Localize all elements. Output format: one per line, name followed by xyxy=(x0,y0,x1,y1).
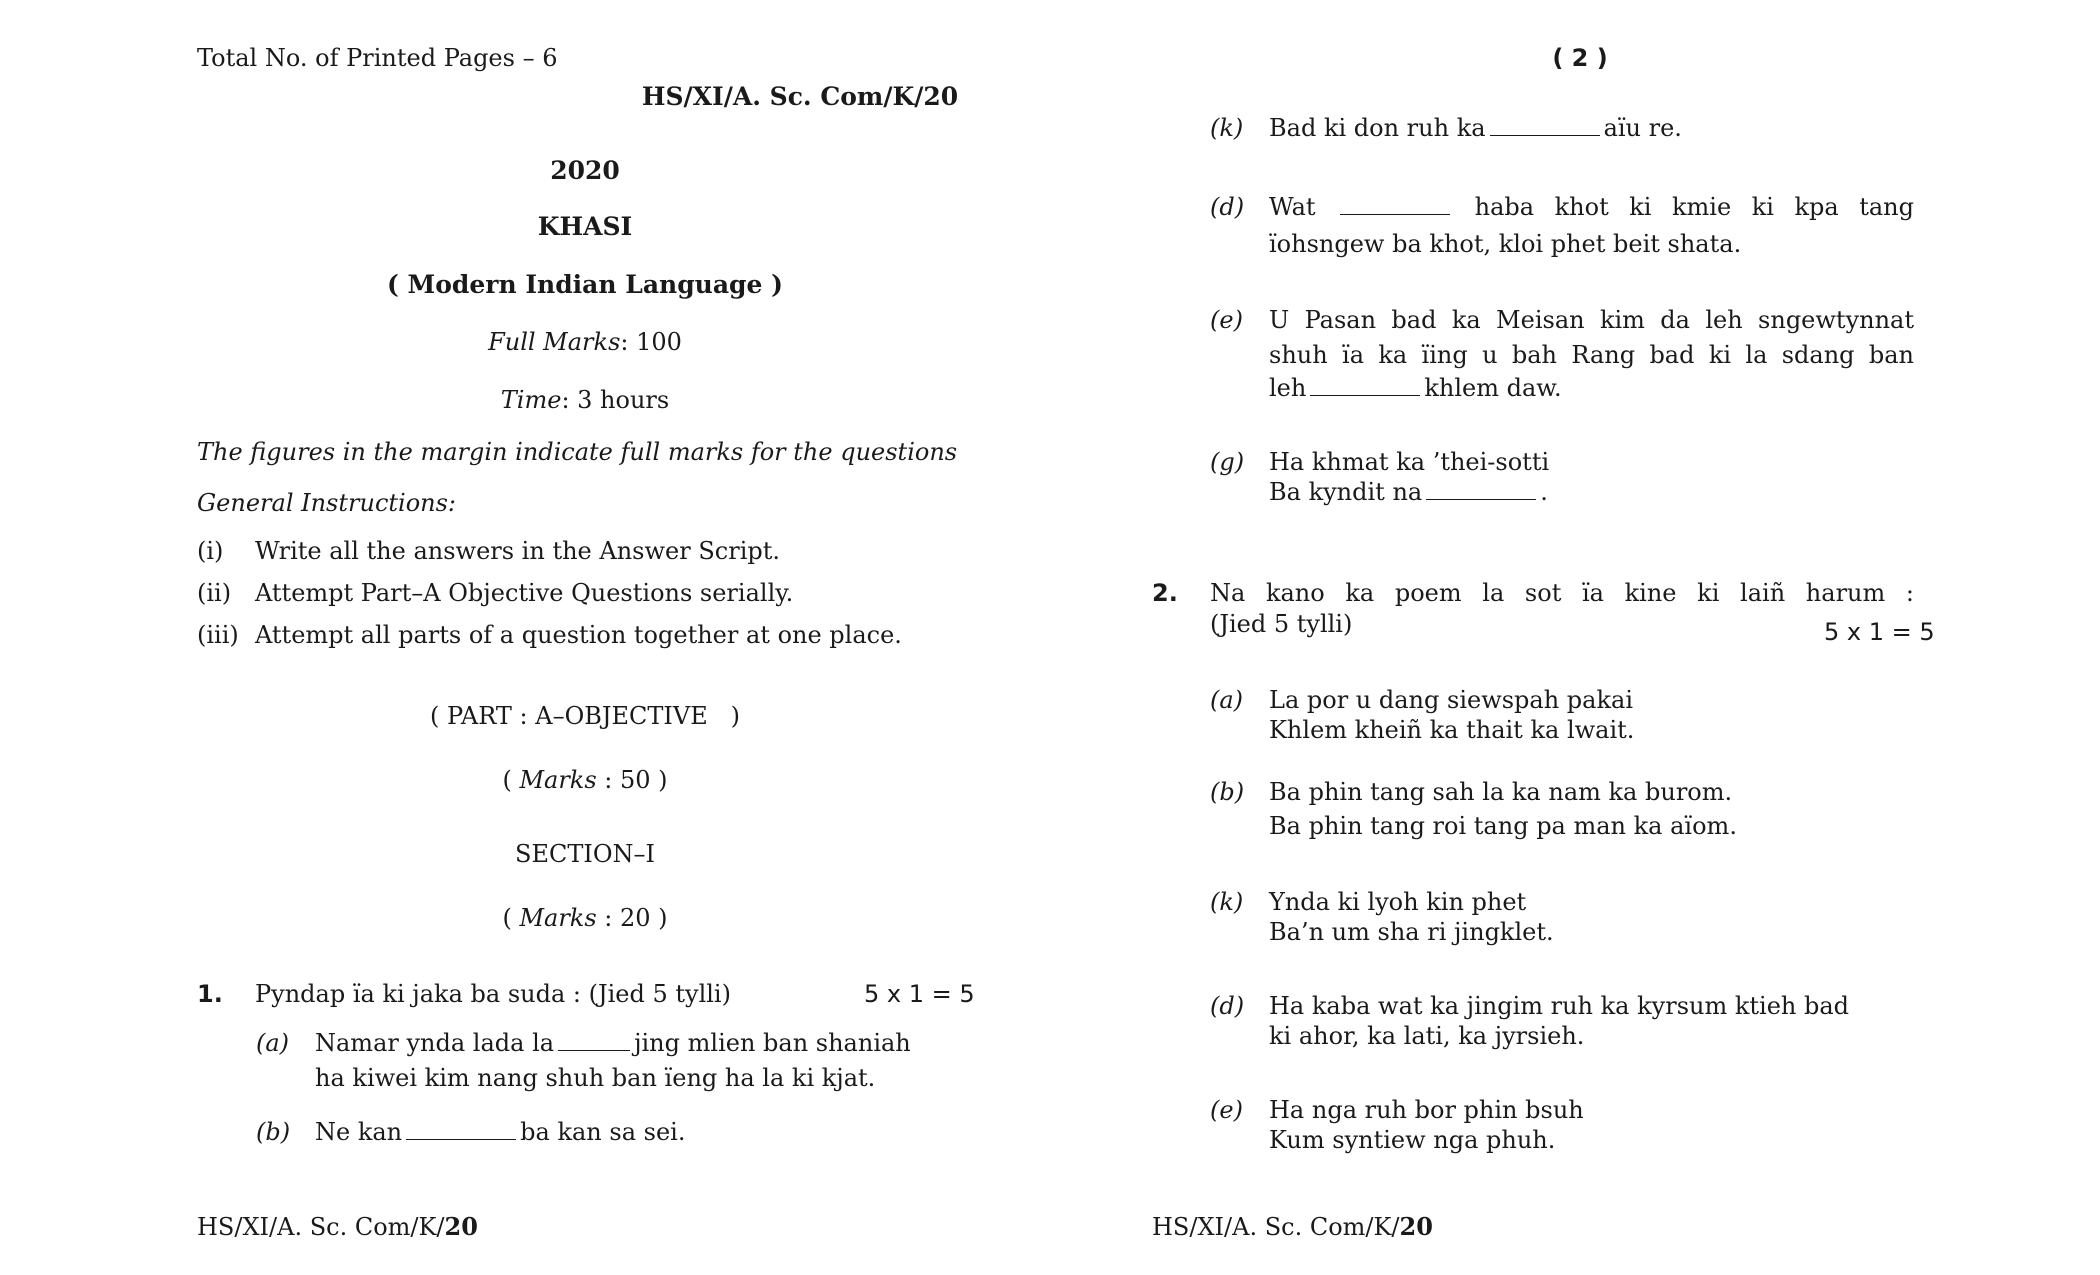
exam-year: 2020 xyxy=(550,156,620,185)
answer-blank xyxy=(558,1049,630,1051)
question-marks: 5 x 1 = 5 xyxy=(864,980,975,1008)
item-line xyxy=(315,1118,685,1146)
instruction-num: (i) xyxy=(197,537,224,565)
footer-code xyxy=(1152,1212,1433,1241)
full-marks-label: Full Marks xyxy=(488,328,621,356)
poem-line: Ba phin tang roi tang pa man ka aïom. xyxy=(1269,812,1737,840)
item-line xyxy=(1269,478,1548,506)
question-marks: 5 x 1 = 5 xyxy=(1824,618,1935,646)
section-marks xyxy=(345,904,825,932)
item-text: leh xyxy=(1269,374,1307,402)
poem-line: ki ahor, ka lati, ka jyrsieh. xyxy=(1269,1022,1585,1050)
item-text: ba kan sa sei. xyxy=(520,1118,686,1146)
instruction-num: (iii) xyxy=(197,621,239,649)
poem-line: Ba’n um sha ri jingklet. xyxy=(1269,918,1554,946)
answer-blank xyxy=(406,1138,516,1140)
poem-line: Kum syntiew nga phuh. xyxy=(1269,1126,1556,1154)
item-text: jing mlien ban shaniah xyxy=(634,1029,911,1057)
section-marks-label: Marks xyxy=(519,904,597,932)
question-text: (Jied 5 tylli) xyxy=(1210,610,1353,638)
subject-subtitle: ( Modern Indian Language ) xyxy=(387,270,783,299)
item-text: . xyxy=(1540,478,1548,506)
part-marks-value: : 50 ) xyxy=(596,766,668,794)
item-label: (a) xyxy=(1210,686,1244,714)
item-text: haba khot ki kmie ki kpa tang xyxy=(1474,193,1914,221)
item-label: (b) xyxy=(256,1118,291,1146)
footer-code-text: HS/XI/A. Sc. Com/K/ xyxy=(197,1213,445,1241)
part-marks-label: Marks xyxy=(519,766,597,794)
item-label: (d) xyxy=(1210,992,1245,1020)
poem-line: Ha kaba wat ka jingim ruh ka kyrsum ktieh bad xyxy=(1269,992,1850,1020)
item-text: khlem daw. xyxy=(1424,374,1562,402)
item-text: Wat xyxy=(1269,193,1316,221)
answer-blank xyxy=(1340,213,1450,215)
footer-code-text: HS/XI/A. Sc. Com/K/ xyxy=(1152,1213,1400,1241)
part-marks-open: ( xyxy=(502,766,520,794)
item-line xyxy=(315,1029,911,1057)
footer-code-year: 20 xyxy=(444,1212,478,1241)
poem-line: La por u dang siewspah pakai xyxy=(1269,686,1634,714)
item-label: (g) xyxy=(1210,448,1245,476)
margin-note: The figures in the margin indicate full marks for the questions xyxy=(197,438,958,466)
general-instructions-heading: General Instructions: xyxy=(197,489,457,517)
part-marks xyxy=(345,766,825,794)
section-heading: SECTION–I xyxy=(515,840,655,868)
item-label: (a) xyxy=(256,1029,290,1057)
section-marks-value: : 20 ) xyxy=(596,904,668,932)
item-label: (k) xyxy=(1210,888,1244,916)
poem-line: Ha nga ruh bor phin bsuh xyxy=(1269,1096,1584,1124)
item-label: (e) xyxy=(1210,306,1243,334)
question-number: 2. xyxy=(1152,579,1178,607)
footer-code xyxy=(197,1212,478,1241)
poem-line: Ba phin tang sah la ka nam ka burom. xyxy=(1269,778,1733,806)
item-text: aïu re. xyxy=(1603,114,1682,142)
item-line: Ha khmat ka ’thei-sotti xyxy=(1269,448,1550,476)
instruction-num: (ii) xyxy=(197,579,232,607)
item-line: ha kiwei kim nang shuh ban ïeng ha la ki kjat. xyxy=(315,1064,876,1092)
item-line: ïohsngew ba khot, kloi phet beit shata. xyxy=(1269,230,1742,258)
time-label: Time xyxy=(500,386,562,414)
question-text: Na kano ka poem la sot ïa kine ki laiñ harum : xyxy=(1210,579,1914,607)
answer-blank xyxy=(1490,134,1600,136)
paper-code: HS/XI/A. Sc. Com/K/20 xyxy=(641,82,959,111)
item-label: (e) xyxy=(1210,1096,1243,1124)
item-label: (k) xyxy=(1210,114,1244,142)
part-heading: ( PART : A–OBJECTIVE ) xyxy=(429,702,740,730)
question-number: 1. xyxy=(197,980,223,1008)
item-label: (b) xyxy=(1210,778,1245,806)
item-text: Ne kan xyxy=(315,1118,403,1146)
poem-line: Ynda ki lyoh kin phet xyxy=(1269,888,1527,916)
item-line xyxy=(1269,374,1562,402)
item-text: Namar ynda lada la xyxy=(315,1029,555,1057)
instruction-text: Attempt all parts of a question together at one place. xyxy=(255,621,902,649)
full-marks-value: : 100 xyxy=(620,328,682,356)
item-line: U Pasan bad ka Meisan kim da leh sngewtynnat xyxy=(1269,306,1914,334)
question-text: Pyndap ïa ki jaka ba suda : (Jied 5 tylli) xyxy=(255,980,731,1008)
section-marks-open: ( xyxy=(502,904,520,932)
instruction-text: Write all the answers in the Answer Script. xyxy=(255,537,780,565)
time-value: : 3 hours xyxy=(561,386,670,414)
poem-line: Khlem kheiñ ka thait ka lwait. xyxy=(1269,716,1635,744)
answer-blank xyxy=(1310,394,1420,396)
printed-pages-note: Total No. of Printed Pages – 6 xyxy=(197,44,558,72)
item-label: (d) xyxy=(1210,193,1245,221)
item-line xyxy=(1269,114,1682,142)
item-line xyxy=(1269,193,1914,221)
answer-blank xyxy=(1426,498,1536,500)
instruction-text: Attempt Part–A Objective Questions serially. xyxy=(255,579,794,607)
page-number: ( 2 ) xyxy=(1552,44,1608,72)
footer-code-year: 20 xyxy=(1399,1212,1433,1241)
item-text: Bad ki don ruh ka xyxy=(1269,114,1486,142)
full-marks xyxy=(345,328,825,356)
right-page xyxy=(1050,0,2100,1275)
time-allowed xyxy=(345,386,825,414)
subject-title: KHASI xyxy=(537,212,633,241)
item-text: Ba kyndit na xyxy=(1269,478,1423,506)
item-line: shuh ïa ka ïing u bah Rang bad ki la sdang ban xyxy=(1269,341,1914,369)
